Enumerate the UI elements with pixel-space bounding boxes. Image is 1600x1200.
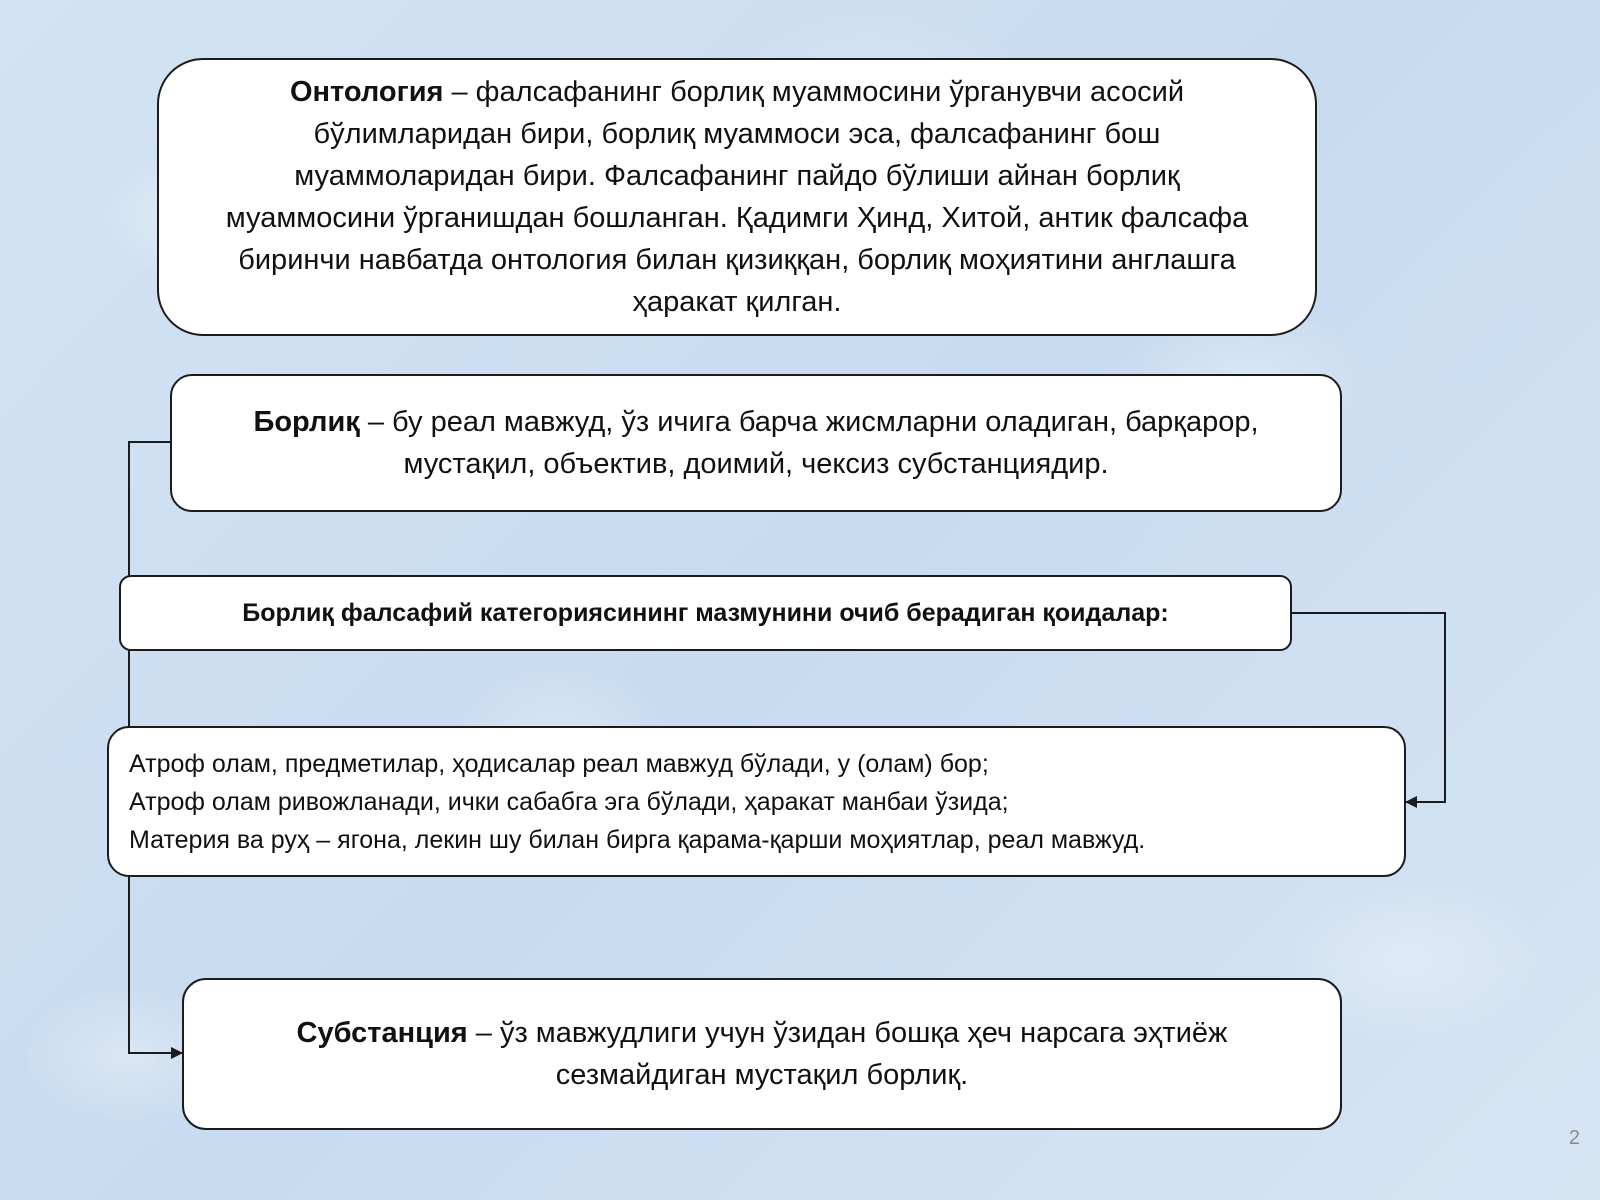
rules-box <box>107 726 1406 877</box>
rules-title-box <box>119 575 1292 651</box>
ontology-definition <box>217 71 1257 323</box>
rule-item: Атроф олам, предметилар, ҳодисалар реал мавжуд бўлади, у (олам) бор; <box>129 749 989 778</box>
rule-item: Атроф олам ривожланади, ички сабабга эга бўлади, ҳаракат манбаи ўзида; <box>129 787 1009 816</box>
ontology-definition-box <box>157 58 1317 336</box>
page-number: 2 <box>1568 1127 1580 1149</box>
substance-definition-box <box>182 978 1342 1130</box>
rule-item: Материя ва руҳ – ягона, лекин шу билан бирга қарама-қарши моҳиятлар, реал мавжуд. <box>129 825 1146 854</box>
borliq-term: Борлиқ <box>253 406 360 438</box>
rules-list <box>109 745 1145 859</box>
ontology-term: Онтология <box>289 76 444 108</box>
borliq-text: – бу реал мавжуд, ўз ичига барча жисмларни оладиган, барқарор, мустақил, объектив, доимий, чексиз субстанциядир. <box>359 406 1259 480</box>
borliq-definition <box>196 401 1316 485</box>
rules-title: Борлиқ фалсафий категориясининг мазмунини очиб берадиган қоидалар: <box>242 599 1169 627</box>
substance-term: Субстанция <box>296 1017 468 1049</box>
substance-definition <box>242 1012 1282 1096</box>
substance-text: – ўз мавжудлиги учун ўзидан бошқа ҳеч нарсага эҳтиёж сезмайдиган мустақил борлиқ. <box>467 1017 1228 1091</box>
ontology-text: – фалсафанинг борлиқ муаммосини ўрганувчи асосий бўлимларидан бири, борлиқ муаммоси эса, фалсафанинг бош муаммоларидан бири. Фалсафанинг пайдо бўлиши айнан борлиқ муаммосини ўрганишдан бошланган. Қадимги Ҳинд, Хитой, антик фалсафа биринчи навбатда онтология билан қизиққан, борлиқ моҳиятини англашга ҳаракат қилган. <box>225 76 1249 318</box>
borliq-definition-box <box>170 374 1342 512</box>
